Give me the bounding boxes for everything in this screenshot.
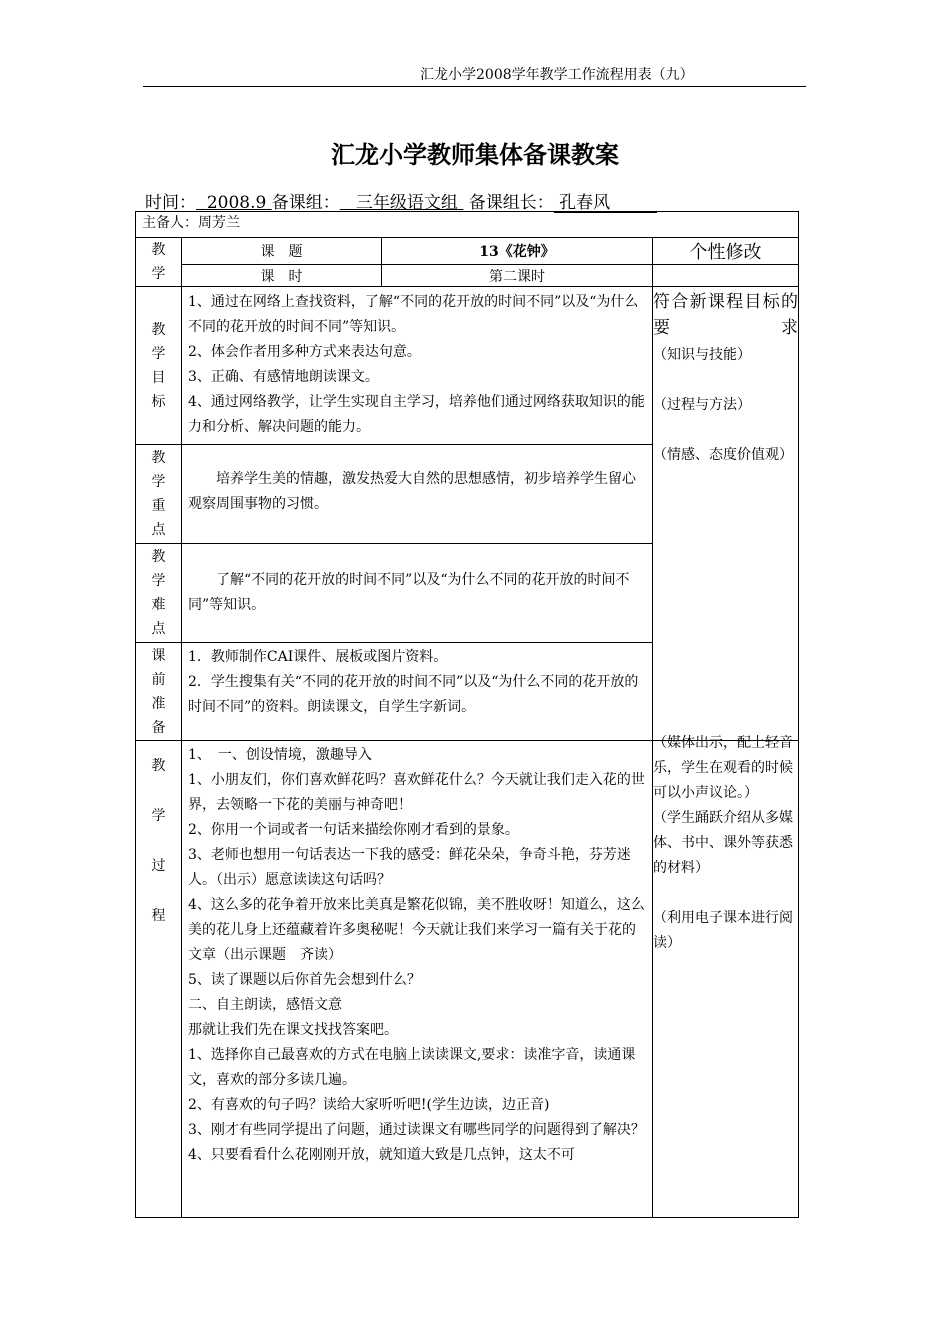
objectives-row [136, 287, 799, 445]
label-char: 重 [151, 498, 166, 514]
label-char: 目 [151, 369, 166, 386]
preparation-label [136, 643, 182, 741]
header-rule [143, 86, 806, 87]
label-char: 过 [151, 858, 166, 874]
label-char: 学 [151, 808, 166, 824]
difficulties-text: 了解“不同的花开放的时间不同”以及“为什么不同的花开放的时间不同”等知识。 [188, 572, 630, 613]
time-value: 2008.9 [206, 193, 267, 213]
revision-notes-process [653, 735, 799, 1218]
label-char: 前 [151, 671, 166, 688]
process-item: 5、读了课题以后你首先会想到什么？ [188, 972, 421, 988]
leader-value: 孔春风 [559, 193, 611, 213]
objectives-label [136, 287, 182, 445]
process-item: 2、你用一个词或者一句话来描绘你刚才看到的景象。 [188, 822, 519, 838]
period-label: 课 时 [182, 265, 382, 287]
label-char: 标 [151, 393, 166, 410]
objective-item: 1、通过在网络上查找资料，了解“不同的花开放的时间不同”以及“为什么不同的花开放的时间不同”等知识。 [188, 294, 639, 335]
label-char: 学 [151, 474, 166, 490]
topic-label: 课 题 [182, 238, 382, 265]
label-char: 难 [151, 597, 166, 613]
process-item: 1、 一、创设情境，激趣导入 [188, 747, 372, 763]
time-label: 时间： [145, 193, 196, 213]
revision-note: 符合新课程目标的要求 [653, 292, 798, 338]
teach-label [136, 238, 182, 287]
revision-note: （媒体出示，配上轻音乐，学生在观看的时候可以小声议论。） [653, 735, 793, 801]
key-points-content [182, 445, 653, 544]
preparation-item: 1．教师制作CAI课件、展板或图片资料。 [188, 649, 448, 665]
process-item: 4、这么多的花争着开放来比美真是繁花似锦，美不胜收呀！知道么，这么美的花儿身上还蕴藏着许多奥秘呢！今天就让我们来学习一篇有关于花的文章（出示课题 齐读） [188, 897, 645, 963]
objective-item: 4、通过网络教学，让学生实现自主学习，培养他们通过网络获取知识的能力和分析、解决问题的能力。 [188, 394, 645, 435]
revision-notes-top [653, 287, 799, 741]
process-item: 4、只要看看什么花刚刚开放，就知道大致是几点钟，这太不可 [188, 1147, 575, 1163]
group-label: 备课组： [271, 193, 340, 213]
process-item: 3、刚才有些同学提出了问题，通过读课文有哪些同学的问题得到了解决？ [188, 1122, 645, 1138]
label-char: 程 [151, 908, 166, 924]
revision-note: （情感、态度价值观） [653, 447, 793, 463]
process-item: 2、有喜欢的句子吗？读给大家听听吧!(学生边读，边正音) [188, 1097, 550, 1113]
period-revision-cell [653, 265, 799, 287]
label-char: 备 [151, 719, 166, 736]
topic-row [136, 238, 799, 265]
key-points-label [136, 445, 182, 544]
label-char: 教 [151, 321, 166, 338]
objectives-content [182, 287, 653, 445]
process-item: 1、小朋友们，你们喜欢鲜花吗？喜欢鲜花什么？今天就让我们走入花的世界，去领略一下花的美丽与神奇吧！ [188, 772, 645, 813]
process-row [136, 741, 799, 1218]
preparation-item: 2．学生搜集有关“不同的花开放的时间不同”以及“为什么不同的花开放的时间不同”的资料。朗读课文，自学生字新词。 [188, 674, 639, 715]
objective-item: 3、正确、有感情地朗读课文。 [188, 369, 379, 385]
header-note: 汇龙小学2008学年教学工作流程用表（九） [420, 67, 694, 83]
label-char: 课 [151, 647, 166, 664]
lead-preparer-row [136, 212, 799, 238]
process-item: 3、老师也想用一句话表达一下我的感受：鲜花朵朵，争奇斗艳，芬芳迷人。（出示）愿意读读这句话吗？ [188, 847, 631, 888]
leader-label: 备课组长： [468, 193, 554, 213]
revision-note: （学生踊跃介绍从多媒体、书中、课外等获悉的材料） [653, 810, 793, 876]
revision-header: 个性修改 [653, 238, 799, 265]
label-char: 准 [151, 695, 166, 712]
preparation-content [182, 643, 653, 741]
label-char: 教 [151, 549, 166, 565]
label-char: 点 [151, 522, 166, 538]
label-char: 学 [151, 266, 166, 282]
lesson-plan-table [135, 211, 799, 1218]
process-item: 那就让我们先在课文找找答案吧。 [188, 1022, 398, 1038]
process-label [136, 741, 182, 1218]
objective-item: 2、体会作者用多种方式来表达句意。 [188, 344, 421, 360]
label-char: 点 [151, 621, 166, 637]
period-value: 第二课时 [382, 265, 653, 287]
difficulties-content [182, 544, 653, 643]
document-title: 汇龙小学教师集体备课教案 [331, 141, 619, 169]
process-item: 1、选择你自己最喜欢的方式在电脑上读读课文,要求：读准字音，读通课文，喜欢的部分多读几遍。 [188, 1047, 636, 1088]
label-char: 教 [151, 450, 166, 466]
meta-line [145, 188, 657, 213]
revision-note: （利用电子课本进行阅读） [653, 910, 793, 951]
label-char: 学 [151, 345, 166, 362]
process-item: 二、自主朗读，感悟文意 [188, 997, 342, 1013]
period-row [136, 265, 799, 287]
revision-note: （过程与方法） [653, 397, 751, 413]
difficulties-label [136, 544, 182, 643]
key-points-text: 培养学生美的情趣，激发热爱大自然的思想感情，初步培养学生留心观察周围事物的习惯。 [188, 471, 636, 512]
group-value: 三年级语文组 [355, 193, 458, 213]
lead-preparer: 主备人：周芳兰 [136, 212, 799, 238]
label-char: 学 [151, 573, 166, 589]
topic-value: 13《花钟》 [382, 238, 653, 265]
label-char: 教 [151, 758, 166, 774]
revision-note: （知识与技能） [653, 347, 751, 363]
process-content [182, 741, 653, 1218]
label-char: 教 [151, 242, 166, 258]
